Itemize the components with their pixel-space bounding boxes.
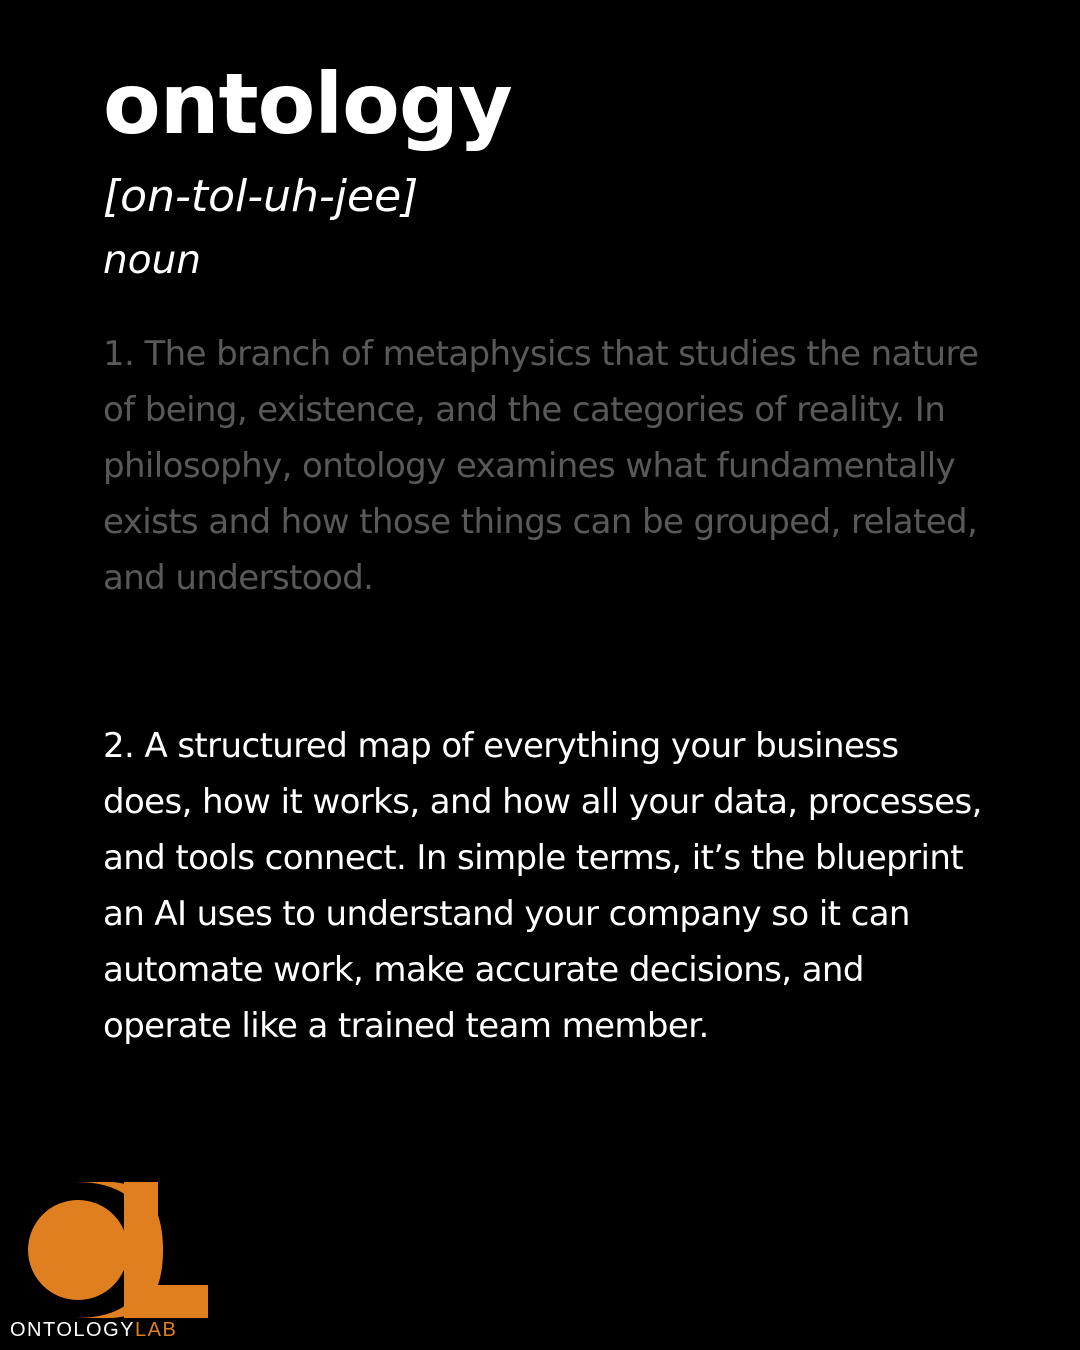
part-of-speech: noun	[103, 238, 202, 283]
brand-name-part1: ONTOLOGY	[10, 1319, 135, 1341]
pronunciation: [on-tol-uh-jee]	[103, 171, 419, 222]
entry-word: ontology	[103, 55, 512, 153]
brand-wordmark	[10, 1320, 177, 1340]
definition-1: 1. The branch of metaphysics that studies the nature of being, existence, and the categories of reality. In philosophy, ontology examines what fundamentally exists and how those things can be grouped, related, and understood.	[103, 334, 979, 598]
brand-logo	[10, 1182, 210, 1342]
brand-name-part2: LAB	[135, 1319, 178, 1341]
definition-2: 2. A structured map of everything your business does, how it works, and how all your data, processes, and tools connect. In simple terms, it’s the blueprint an AI uses to understand your company so it can automate work, make accurate decisions, and operate like a trained team member.	[103, 726, 982, 1046]
ontologylab-logo-icon	[28, 1182, 228, 1322]
